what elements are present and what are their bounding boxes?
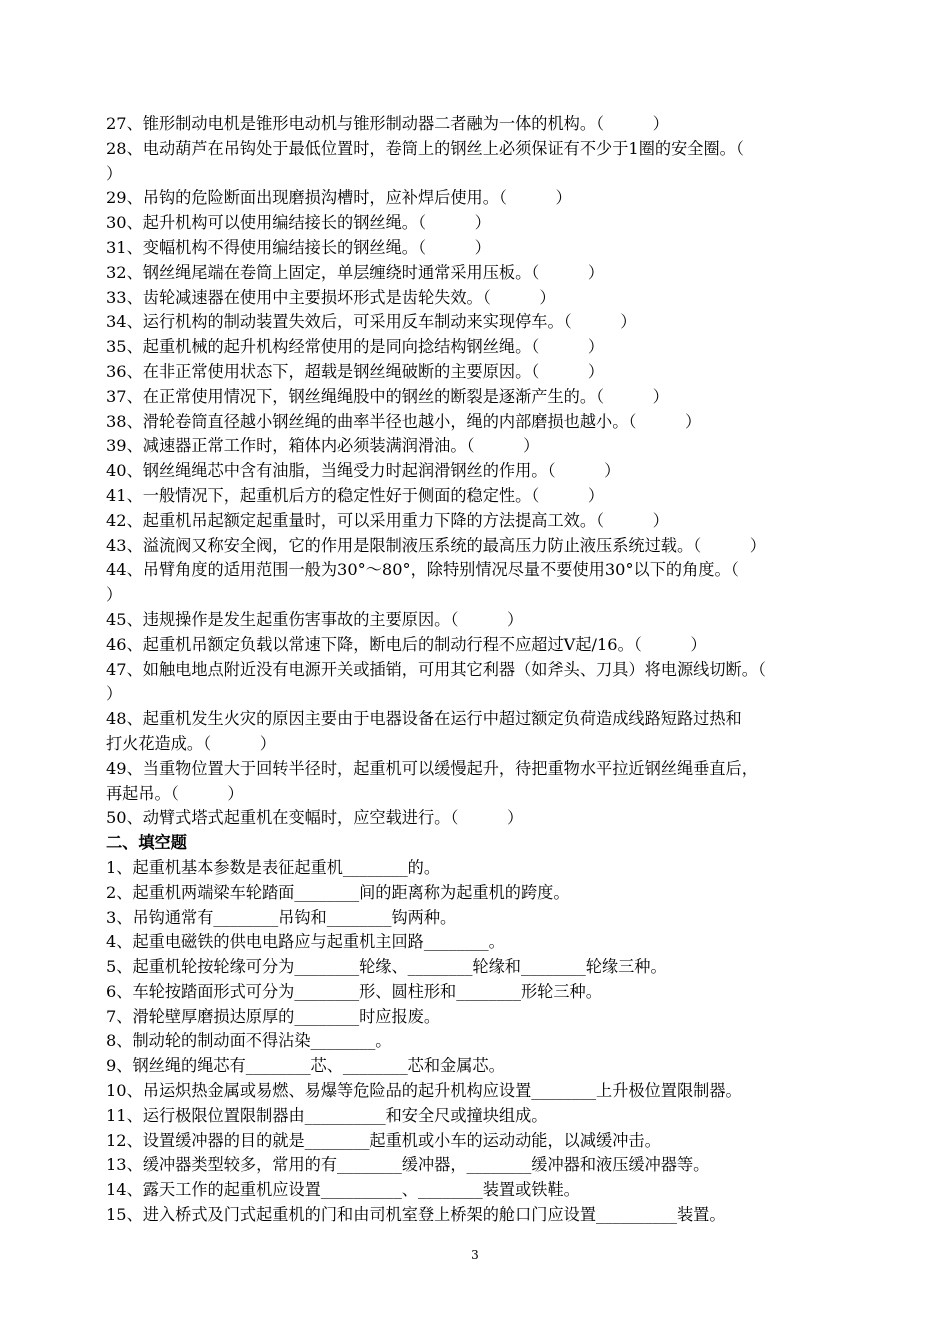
- text-line: 41、一般情况下，起重机后方的稳定性好于侧面的稳定性。（ ）: [106, 485, 605, 505]
- text-line: 14、露天工作的起重机应设置__________、________装置或铁鞋。: [106, 1180, 580, 1200]
- text-line: 再起吊。（ ）: [106, 783, 244, 803]
- text-line: 45、违规操作是发生起重伤害事故的主要原因。（ ）: [106, 609, 524, 629]
- text-line: 4、起重电磁铁的供电电路应与起重机主回路________。: [106, 932, 505, 952]
- text-line: 32、钢丝绳尾端在卷筒上固定，单层缠绕时通常采用压板。（ ）: [106, 262, 605, 282]
- text-line: 打火花造成。（ ）: [106, 733, 276, 753]
- text-line: 2、起重机两端梁车轮踏面________间的距离称为起重机的跨度。: [106, 882, 570, 902]
- text-line: 29、吊钩的危险断面出现磨损沟槽时，应补焊后使用。（ ）: [106, 188, 572, 208]
- text-line: 15、进入桥式及门式起重机的门和由司机室登上桥架的舱口门应设置__________装置。: [106, 1205, 726, 1225]
- text-line: 47、如触电地点附近没有电源开关或插销，可用其它利器（如斧头、刀具）将电源线切断。（: [106, 659, 766, 679]
- text-line: 28、电动葫芦在吊钩处于最低位置时，卷筒上的钢丝上必须保证有不少于1圈的安全圈。（: [106, 138, 744, 158]
- text-line: 49、当重物位置大于回转半径时，起重机可以缓慢起升，待把重物水平拉近钢丝绳垂直后，: [106, 758, 758, 778]
- text-line: 7、滑轮壁厚磨损达原厚的________时应报废。: [106, 1006, 441, 1026]
- text-line: 12、设置缓冲器的目的就是________起重机或小车的运动动能，以减缓冲击。: [106, 1130, 661, 1150]
- text-line: 46、起重机吊额定负载以常速下降，断电后的制动行程不应超过V起/16。（ ）: [106, 634, 707, 654]
- text-line: 31、变幅机构不得使用编结接长的钢丝绳。（ ）: [106, 237, 491, 257]
- text-line: 50、动臂式塔式起重机在变幅时，应空载进行。（ ）: [106, 808, 524, 828]
- text-line: 37、在正常使用情况下，钢丝绳绳股中的钢丝的断裂是逐渐产生的。（ ）: [106, 386, 669, 406]
- text-line: 6、车轮按踏面形式可分为________形、圆柱形和________形轮三种。: [106, 981, 602, 1001]
- text-line: 40、钢丝绳绳芯中含有油脂，当绳受力时起润滑钢丝的作用。（ ）: [106, 461, 621, 481]
- text-line: 42、起重机吊起额定起重量时，可以采用重力下降的方法提高工效。（ ）: [106, 510, 669, 530]
- page-number: 3: [471, 1248, 479, 1262]
- text-line: ）: [106, 684, 123, 704]
- text-line: 27、锥形制动电机是锥形电动机与锥形制动器二者融为一体的机构。（ ）: [106, 114, 669, 133]
- text-line: 38、滑轮卷筒直径越小钢丝绳的曲率半径也越小，绳的内部磨损也越小。（ ）: [106, 411, 702, 431]
- text-line: ）: [106, 585, 123, 605]
- text-line: 11、运行极限位置限制器由__________和安全尺或撞块组成。: [106, 1105, 548, 1125]
- text-line: 3、吊钩通常有________吊钩和________钩两种。: [106, 907, 457, 927]
- text-line: ）: [106, 163, 123, 183]
- text-line: 35、起重机械的起升机构经常使用的是同向捻结构钢丝绳。（ ）: [106, 337, 605, 357]
- text-line: 13、缓冲器类型较多，常用的有________缓冲器，________缓冲器和液压缓冲器等。: [106, 1155, 710, 1175]
- text-line: 1、起重机基本参数是表征起重机________的。: [106, 857, 441, 877]
- document-body: [106, 112, 848, 1228]
- text-line: 39、减速器正常工作时，箱体内必须装满润滑油。（ ）: [106, 436, 540, 456]
- text-line: 10、吊运炽热金属或易燃、易爆等危险品的起升机构应设置________上升极位置限制器。: [106, 1081, 742, 1101]
- text-line: 33、齿轮减速器在使用中主要损坏形式是齿轮失效。（ ）: [106, 287, 556, 307]
- section-heading: 二、填空题: [106, 833, 187, 853]
- text-line: 44、吊臂角度的适用范围一般为30°～80°，除特别情况尽量不要使用30°以下的角度。（: [106, 560, 739, 580]
- text-line: 8、制动轮的制动面不得沾染________。: [106, 1031, 392, 1051]
- text-line: 34、运行机构的制动装置失效后，可采用反车制动来实现停车。（ ）: [106, 312, 637, 332]
- text-line: 43、溢流阀又称安全阀，它的作用是限制液压系统的最高压力防止液压系统过载。（ ）: [106, 535, 766, 555]
- text-line: 30、起升机构可以使用编结接长的钢丝绳。（ ）: [106, 213, 491, 233]
- text-line: 5、起重机轮按轮缘可分为________轮缘、________轮缘和________轮缘三种。: [106, 957, 667, 977]
- text-line: 48、起重机发生火灾的原因主要由于电器设备在运行中超过额定负荷造成线路短路过热和: [106, 709, 742, 729]
- text-line: 9、钢丝绳的绳芯有________芯、________芯和金属芯。: [106, 1056, 505, 1076]
- text-line: 36、在非正常使用状态下，超载是钢丝绳破断的主要原因。（ ）: [106, 361, 605, 381]
